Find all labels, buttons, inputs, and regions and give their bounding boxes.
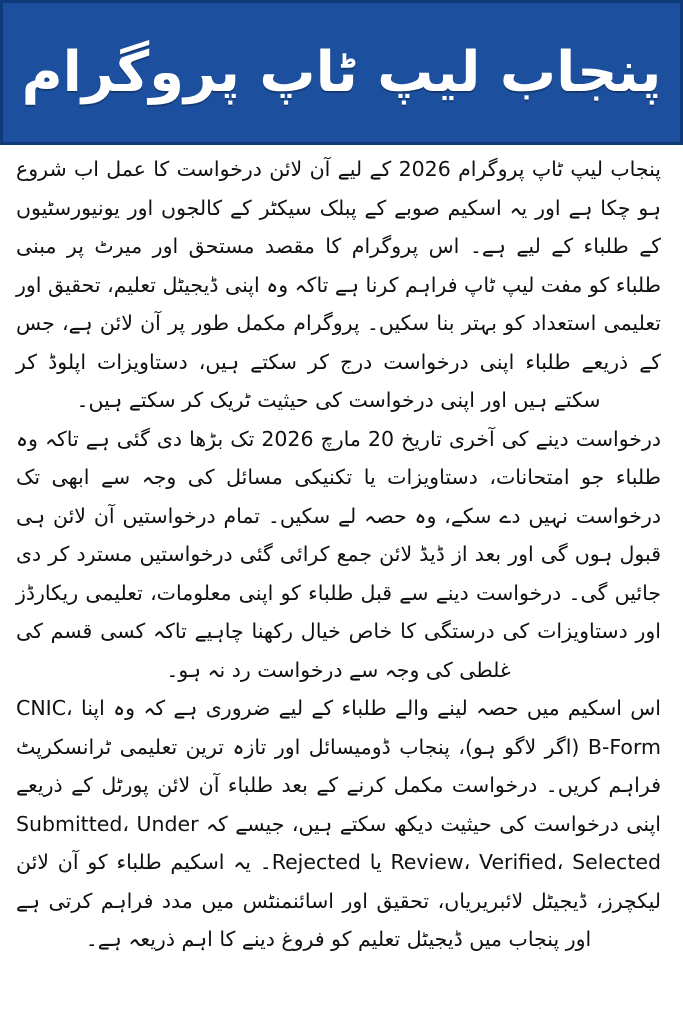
paragraph-intro: پنجاب لیپ ٹاپ پروگرام 2026 کے لیے آن لائن درخواست کا عمل اب شروع ہو چکا ہے اور یہ اسکیم صوبے کے پبلک سیکٹر کے کالجوں اور یونیورسٹیوں کے طلباء کے لیے ہے۔ اس پروگرام کا مقصد مستحق اور میرٹ پر مبنی طلباء کو مفت لیپ ٹاپ فراہم کرنا ہے تاکہ وہ اپنی ڈیجیٹل تعلیم، تحقیق اور تعلیمی استعداد کو بہتر بنا سکیں۔ پروگرام مکمل طور پر آن لائن ہے، جس کے ذریعے طلباء اپنی درخواست درج کر سکتے ہیں، دستاویزات اپلوڈ کر سکتے ہیں اور اپنی درخواست کی حیثیت ٹریک کر سکتے ہیں۔: [16, 157, 661, 412]
paragraph-deadline: درخواست دینے کی آخری تاریخ 20 مارچ 2026 تک بڑھا دی گئی ہے تاکہ وہ طلباء جو امتحانات، دستاویزات یا تکنیکی مسائل کی وجہ سے ابھی تک درخواست نہیں دے سکے، وہ حصہ لے سکیں۔ تمام درخواستیں آن لائن ہی قبول ہوں گی اور بعد از ڈیڈ لائن جمع کرائی گئی درخواستیں مسترد کر دی جائیں گی۔ درخواست دینے سے قبل طلباء کو اپنی معلومات، تعلیمی ریکارڈز اور دستاویزات کی درستگی کا خاص خیال رکھنا چاہیے تاکہ کسی قسم کی غلطی کی وجہ سے درخواست رد نہ ہو۔: [16, 426, 661, 682]
article-body: [16, 150, 661, 959]
title-banner: [0, 0, 683, 145]
paragraph-requirements: اس اسکیم میں حصہ لینے والے طلباء کے لیے ضروری ہے کہ وہ اپنا CNIC، B-Form (اگر لاگو ہو)، پنجاب ڈومیسائل اور تازہ ترین تعلیمی ٹرانسکرپٹ فراہم کریں۔ درخواست مکمل کرنے کے بعد طلباء آن لائن پورٹل کے ذریعے اپنی درخواست کی حیثیت دیکھ سکتے ہیں، جیسے کہ Submitted، Under Review، Verified، Selected یا Rejected۔ یہ اسکیم طلباء کو آن لائن لیکچرز، ڈیجیٹل لائبریریاں، تحقیق اور اسائنمنٹس میں مدد فراہم کرتی ہے اور پنجاب میں ڈیجیٹل تعلیم کو فروغ دینے کا اہم ذریعہ ہے۔: [16, 696, 661, 951]
page-title: پنجاب لیپ ٹاپ پروگرام: [21, 39, 662, 105]
